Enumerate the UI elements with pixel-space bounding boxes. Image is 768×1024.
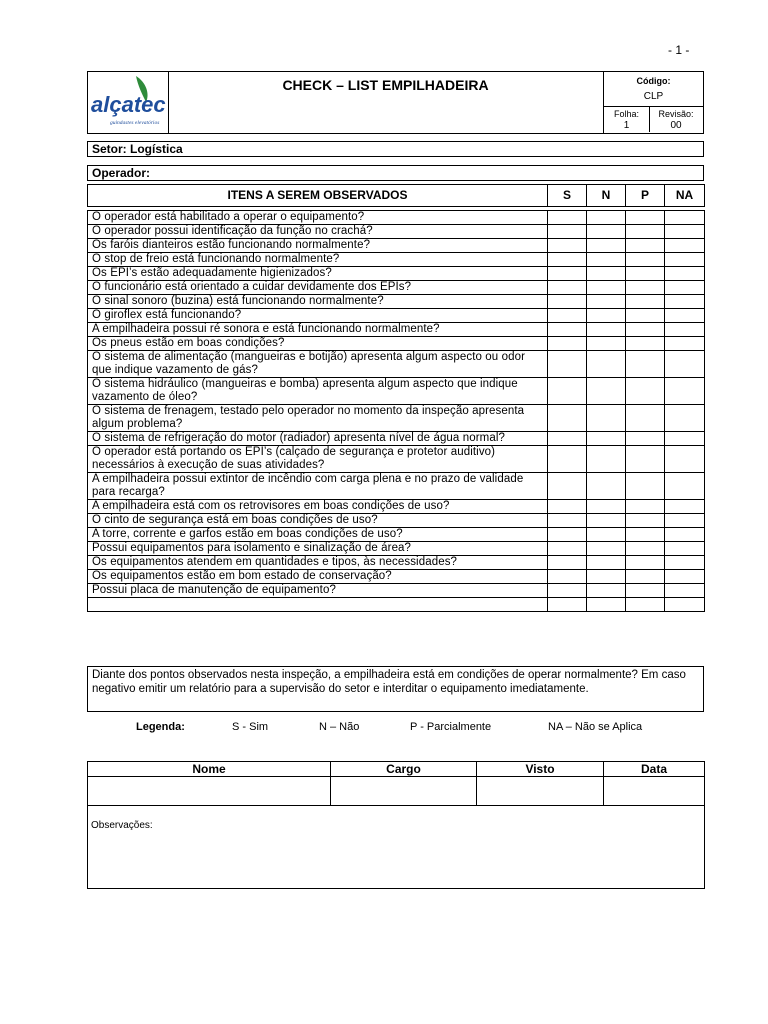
checklist-row: [88, 295, 705, 309]
checklist-item-text: A torre, corrente e garfos estão em boas condições de uso?: [88, 528, 548, 542]
observacoes-field[interactable]: [88, 806, 705, 889]
checklist-item-text: O sistema hidráulico (mangueiras e bomba) apresenta algum aspecto que indique vazamento de óleo?: [88, 378, 548, 405]
mark-cell-s[interactable]: [548, 351, 587, 378]
mark-cell-p[interactable]: [626, 225, 665, 239]
empty-item-cell: [88, 598, 548, 612]
mark-cell-n[interactable]: [587, 473, 626, 500]
checklist-row: [88, 239, 705, 253]
sig-cargo-input[interactable]: [331, 777, 477, 806]
mark-cell-s[interactable]: [548, 253, 587, 267]
mark-cell-n[interactable]: [587, 405, 626, 432]
mark-cell-s[interactable]: [548, 378, 587, 405]
checklist-item-text: O cinto de segurança está em boas condições de uso?: [88, 514, 548, 528]
checklist-row: [88, 378, 705, 405]
mark-cell-s[interactable]: [548, 473, 587, 500]
mark-cell-na[interactable]: [665, 584, 705, 598]
mark-cell-n[interactable]: [587, 225, 626, 239]
mark-cell-n[interactable]: [587, 570, 626, 584]
mark-cell-s[interactable]: [548, 309, 587, 323]
revisao-cell: [649, 106, 703, 132]
legend-n: N – Não: [319, 721, 360, 733]
mark-cell-p[interactable]: [626, 351, 665, 378]
mark-cell-na[interactable]: [665, 351, 705, 378]
mark-cell-na[interactable]: [665, 446, 705, 473]
setor-field[interactable]: Setor: Logística: [87, 141, 704, 157]
checklist-item-text: O operador está habilitado a operar o equipamento?: [88, 211, 548, 225]
codigo-cell: [604, 72, 703, 107]
checklist-item-text: O sistema de frenagem, testado pelo operador no momento da inspeção apresenta algum problema?: [88, 405, 548, 432]
checklist-item-text: O operador possui identificação da função no crachá?: [88, 225, 548, 239]
company-logo: [88, 72, 169, 133]
empty-mark-cell[interactable]: [587, 598, 626, 612]
mark-cell-s[interactable]: [548, 211, 587, 225]
mark-cell-n[interactable]: [587, 556, 626, 570]
mark-cell-n[interactable]: [587, 267, 626, 281]
mark-cell-n[interactable]: [587, 351, 626, 378]
header-na: NA: [665, 185, 705, 207]
checklist-table: [87, 184, 705, 612]
mark-cell-p[interactable]: [626, 514, 665, 528]
mark-cell-s[interactable]: [548, 323, 587, 337]
checklist-row: [88, 500, 705, 514]
mark-cell-p[interactable]: [626, 405, 665, 432]
mark-cell-na[interactable]: [665, 432, 705, 446]
folha-cell: [604, 106, 650, 132]
mark-cell-p[interactable]: [626, 570, 665, 584]
mark-cell-p[interactable]: [626, 432, 665, 446]
revisao-value: 00: [670, 120, 682, 131]
mark-cell-p[interactable]: [626, 446, 665, 473]
mark-cell-n[interactable]: [587, 446, 626, 473]
checklist-item-text: O funcionário está orientado a cuidar devidamente dos EPIs?: [88, 281, 548, 295]
mark-cell-na[interactable]: [665, 309, 705, 323]
mark-cell-p[interactable]: [626, 281, 665, 295]
sig-nome-input[interactable]: [88, 777, 331, 806]
mark-cell-s[interactable]: [548, 225, 587, 239]
checklist-row: [88, 473, 705, 500]
mark-cell-na[interactable]: [665, 528, 705, 542]
mark-cell-p[interactable]: [626, 323, 665, 337]
codigo-value: CLP: [643, 91, 664, 102]
mark-cell-p[interactable]: [626, 473, 665, 500]
mark-cell-p[interactable]: [626, 295, 665, 309]
checklist-item-text: A empilhadeira possui ré sonora e está funcionando normalmente?: [88, 323, 548, 337]
mark-cell-na[interactable]: [665, 473, 705, 500]
mark-cell-n[interactable]: [587, 528, 626, 542]
mark-cell-s[interactable]: [548, 337, 587, 351]
mark-cell-na[interactable]: [665, 295, 705, 309]
mark-cell-p[interactable]: [626, 500, 665, 514]
mark-cell-n[interactable]: [587, 432, 626, 446]
header-itens: ITENS A SEREM OBSERVADOS: [88, 185, 548, 207]
mark-cell-s[interactable]: [548, 570, 587, 584]
header-p: P: [626, 185, 665, 207]
mark-cell-n[interactable]: [587, 323, 626, 337]
checklist-row: [88, 281, 705, 295]
checklist-row: [88, 446, 705, 473]
mark-cell-na[interactable]: [665, 405, 705, 432]
mark-cell-p[interactable]: [626, 309, 665, 323]
mark-cell-na[interactable]: [665, 211, 705, 225]
header-s: S: [548, 185, 587, 207]
mark-cell-p[interactable]: [626, 239, 665, 253]
checklist-row: [88, 337, 705, 351]
mark-cell-n[interactable]: [587, 337, 626, 351]
mark-cell-na[interactable]: [665, 542, 705, 556]
mark-cell-n[interactable]: [587, 514, 626, 528]
checklist-item-text: Os faróis dianteiros estão funcionando normalmente?: [88, 239, 548, 253]
checklist-row: [88, 514, 705, 528]
mark-cell-n[interactable]: [587, 500, 626, 514]
mark-cell-p[interactable]: [626, 267, 665, 281]
document-control-block: [603, 72, 703, 133]
mark-cell-na[interactable]: [665, 253, 705, 267]
mark-cell-s[interactable]: [548, 500, 587, 514]
legend-p: P - Parcialmente: [410, 721, 492, 733]
checklist-row: [88, 253, 705, 267]
mark-cell-n[interactable]: [587, 239, 626, 253]
page-number: - 1 -: [668, 43, 690, 57]
checklist-item-text: Possui equipamentos para isolamento e sinalização de área?: [88, 542, 548, 556]
checklist-row: [88, 570, 705, 584]
checklist-item-text: Os equipamentos estão em bom estado de conservação?: [88, 570, 548, 584]
checklist-row: [88, 267, 705, 281]
mark-cell-na[interactable]: [665, 514, 705, 528]
checklist-row: [88, 584, 705, 598]
mark-cell-na[interactable]: [665, 556, 705, 570]
checklist-row: [88, 309, 705, 323]
checklist-item-text: Os equipamentos atendem em quantidades e tipos, às necessidades?: [88, 556, 548, 570]
sig-visto-input[interactable]: [477, 777, 604, 806]
mark-cell-n[interactable]: [587, 211, 626, 225]
mark-cell-n[interactable]: [587, 281, 626, 295]
checklist-row: [88, 556, 705, 570]
folha-value: 1: [623, 120, 630, 131]
mark-cell-na[interactable]: [665, 378, 705, 405]
mark-cell-s[interactable]: [548, 239, 587, 253]
mark-cell-s[interactable]: [548, 432, 587, 446]
mark-cell-s[interactable]: [548, 281, 587, 295]
mark-cell-na[interactable]: [665, 337, 705, 351]
logo-text: alçatec: [91, 92, 166, 117]
empty-mark-cell[interactable]: [626, 598, 665, 612]
header-n: N: [587, 185, 626, 207]
empty-mark-cell[interactable]: [548, 598, 587, 612]
checklist-empty-row: [88, 598, 705, 612]
checklist-item-text: Possui placa de manutenção de equipamento?: [88, 584, 548, 598]
mark-cell-na[interactable]: [665, 500, 705, 514]
mark-cell-p[interactable]: [626, 378, 665, 405]
mark-cell-p[interactable]: [626, 337, 665, 351]
checklist-item-text: O sistema de refrigeração do motor (radiador) apresenta nível de água normal?: [88, 432, 548, 446]
mark-cell-p[interactable]: [626, 253, 665, 267]
mark-cell-p[interactable]: [626, 528, 665, 542]
mark-cell-s[interactable]: [548, 295, 587, 309]
mark-cell-n[interactable]: [587, 584, 626, 598]
mark-cell-na[interactable]: [665, 570, 705, 584]
mark-cell-n[interactable]: [587, 295, 626, 309]
revisao-label: Revisão:: [658, 109, 694, 119]
sig-data-input[interactable]: [604, 777, 705, 806]
mark-cell-n[interactable]: [587, 253, 626, 267]
mark-cell-s[interactable]: [548, 446, 587, 473]
checklist-body: [88, 211, 705, 612]
mark-cell-s[interactable]: [548, 584, 587, 598]
folha-label: Folha:: [613, 109, 639, 119]
mark-cell-n[interactable]: [587, 378, 626, 405]
mark-cell-na[interactable]: [665, 323, 705, 337]
mark-cell-s[interactable]: [548, 542, 587, 556]
checklist-row: [88, 432, 705, 446]
mark-cell-p[interactable]: [626, 556, 665, 570]
mark-cell-n[interactable]: [587, 309, 626, 323]
legend-s: S - Sim: [232, 721, 269, 733]
mark-cell-n[interactable]: [587, 542, 626, 556]
conclusion-question: Diante dos pontos observados nesta inspeção, a empilhadeira está em condições de operar normalmente? Em caso negativo emitir um relatório para a supervisão do setor e interditar o equipamento imediatamente.: [87, 666, 704, 712]
logo-tagline: guindastes elevatórios: [110, 120, 160, 126]
sig-header-nome: Nome: [88, 762, 331, 777]
mark-cell-s[interactable]: [548, 556, 587, 570]
mark-cell-p[interactable]: [626, 584, 665, 598]
legend-na: NA – Não se Aplica: [548, 721, 643, 733]
checklist-item-text: O giroflex está funcionando?: [88, 309, 548, 323]
checklist-item-text: A empilhadeira está com os retrovisores em boas condições de uso?: [88, 500, 548, 514]
checklist-row: [88, 225, 705, 239]
checklist-row: [88, 351, 705, 378]
checklist-item-text: A empilhadeira possui extintor de incêndio com carga plena e no prazo de validade para recarga?: [88, 473, 548, 500]
mark-cell-s[interactable]: [548, 405, 587, 432]
checklist-item-text: O operador está portando os EPI’s (calçado de segurança e protetor auditivo) necessários à execução de suas atividades?: [88, 446, 548, 473]
operador-field[interactable]: Operador:: [87, 165, 704, 181]
mark-cell-na[interactable]: [665, 225, 705, 239]
signature-table: [87, 761, 705, 889]
sig-header-data: Data: [604, 762, 705, 777]
checklist-row: [88, 405, 705, 432]
mark-cell-na[interactable]: [665, 267, 705, 281]
checklist-row: [88, 211, 705, 225]
checklist-row: [88, 528, 705, 542]
checklist-header-row: [88, 185, 705, 207]
mark-cell-s[interactable]: [548, 528, 587, 542]
checklist-item-text: O sistema de alimentação (mangueiras e botijão) apresenta algum aspecto ou odor que indique vazamento de gás?: [88, 351, 548, 378]
document-header: [87, 71, 704, 134]
document-title: CHECK – LIST EMPILHADEIRA: [282, 77, 489, 93]
mark-cell-p[interactable]: [626, 211, 665, 225]
sig-header-visto: Visto: [477, 762, 604, 777]
checklist-row: [88, 323, 705, 337]
observacoes-label: Observações:: [91, 820, 153, 831]
checklist-item-text: Os EPI’s estão adequadamente higienizados?: [88, 267, 548, 281]
mark-cell-p[interactable]: [626, 542, 665, 556]
empty-mark-cell[interactable]: [665, 598, 705, 612]
mark-cell-s[interactable]: [548, 514, 587, 528]
mark-cell-na[interactable]: [665, 239, 705, 253]
codigo-label: Código:: [636, 76, 671, 86]
alcatec-logo-icon: [88, 72, 168, 132]
mark-cell-s[interactable]: [548, 267, 587, 281]
sig-header-cargo: Cargo: [331, 762, 477, 777]
checklist-item-text: O stop de freio está funcionando normalmente?: [88, 253, 548, 267]
legend-label: Legenda:: [136, 721, 185, 733]
checklist-item-text: Os pneus estão em boas condições?: [88, 337, 548, 351]
checklist-item-text: O sinal sonoro (buzina) está funcionando normalmente?: [88, 295, 548, 309]
checklist-row: [88, 542, 705, 556]
mark-cell-na[interactable]: [665, 281, 705, 295]
